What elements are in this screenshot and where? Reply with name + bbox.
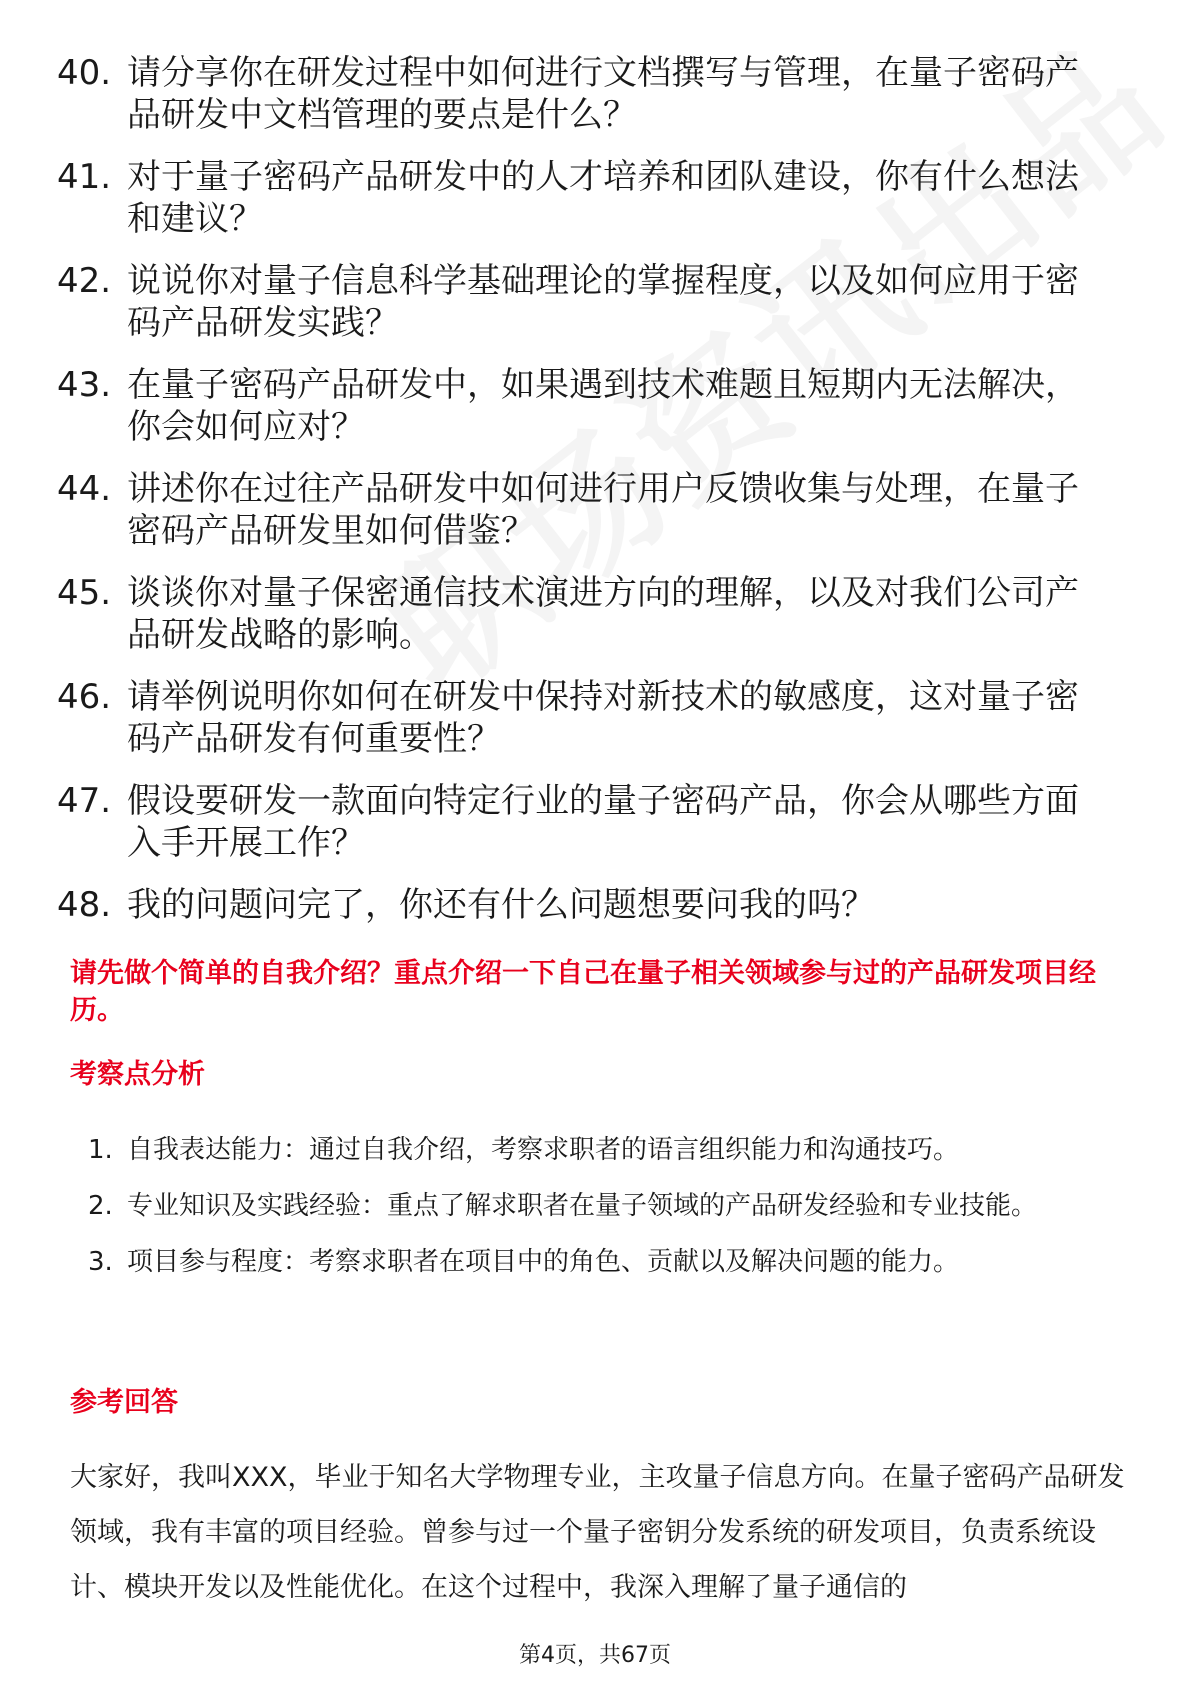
question-item — [0, 676, 1190, 760]
question-text: 假设要研发一款面向特定行业的量子密码产品，你会从哪些方面入手开展工作？ — [127, 781, 1079, 863]
question-number: 44. — [57, 469, 112, 509]
question-number: 46. — [57, 677, 112, 717]
answer-heading: 参考回答 — [70, 1387, 178, 1418]
question-text: 谈谈你对量子保密通信技术演进方向的理解，以及对我们公司产品研发战略的影响。 — [127, 573, 1079, 655]
question-list — [0, 52, 1190, 946]
question-text: 我的问题问完了，你还有什么问题想要问我的吗？ — [127, 885, 875, 925]
question-text: 请分享你在研发过程中如何进行文档撰写与管理，在量子密码产品研发中文档管理的要点是什么？ — [127, 53, 1079, 135]
question-item — [0, 780, 1190, 864]
question-item — [0, 260, 1190, 344]
analysis-text: 项目参与程度：考察求职者在项目中的角色、贡献以及解决问题的能力。 — [127, 1247, 960, 1277]
analysis-item — [0, 1178, 1190, 1234]
question-item — [0, 572, 1190, 656]
question-item — [0, 52, 1190, 136]
analysis-text: 自我表达能力：通过自我介绍，考察求职者的语言组织能力和沟通技巧。 — [127, 1135, 960, 1165]
question-number: 48. — [57, 885, 112, 925]
question-item — [0, 884, 1190, 926]
question-text: 讲述你在过往产品研发中如何进行用户反馈收集与处理，在量子密码产品研发里如何借鉴？ — [127, 469, 1079, 551]
analysis-number: 1. — [88, 1135, 113, 1165]
question-number: 41. — [57, 157, 112, 197]
question-item — [0, 156, 1190, 240]
question-text: 对于量子密码产品研发中的人才培养和团队建设，你有什么想法和建议？ — [127, 157, 1079, 239]
question-number: 42. — [57, 261, 112, 301]
question-text: 说说你对量子信息科学基础理论的掌握程度，以及如何应用于密码产品研发实践？ — [127, 261, 1079, 343]
question-text: 在量子密码产品研发中，如果遇到技术难题且短期内无法解决，你会如何应对？ — [127, 365, 1079, 447]
question-item — [0, 364, 1190, 448]
question-text: 请举例说明你如何在研发中保持对新技术的敏感度，这对量子密码产品研发有何重要性？ — [127, 677, 1079, 759]
page-footer: 第4页，共67页 — [519, 1643, 671, 1668]
analysis-number: 3. — [88, 1247, 113, 1277]
question-number: 47. — [57, 781, 112, 821]
answer-paragraph: 大家好，我叫XXX，毕业于知名大学物理专业，主攻量子信息方向。在量子密码产品研发领域，我有丰富的项目经验。曾参与过一个量子密钥分发系统的研发项目，负责系统设计、模块开发以及性能优化。在这个过程中，我深入理解了量子通信的 — [70, 1462, 1125, 1603]
question-number: 45. — [57, 573, 112, 613]
question-number: 40. — [57, 53, 112, 93]
analysis-number: 2. — [88, 1191, 113, 1221]
analysis-list — [0, 1122, 1190, 1290]
intro-question: 请先做个简单的自我介绍？重点介绍一下自己在量子相关领域参与过的产品研发项目经历。 — [70, 958, 1096, 1026]
analysis-item — [0, 1234, 1190, 1290]
question-number: 43. — [57, 365, 112, 405]
analysis-text: 专业知识及实践经验：重点了解求职者在量子领域的产品研发经验和专业技能。 — [127, 1191, 1038, 1221]
analysis-heading: 考察点分析 — [70, 1059, 205, 1090]
question-item — [0, 468, 1190, 552]
analysis-item — [0, 1122, 1190, 1178]
